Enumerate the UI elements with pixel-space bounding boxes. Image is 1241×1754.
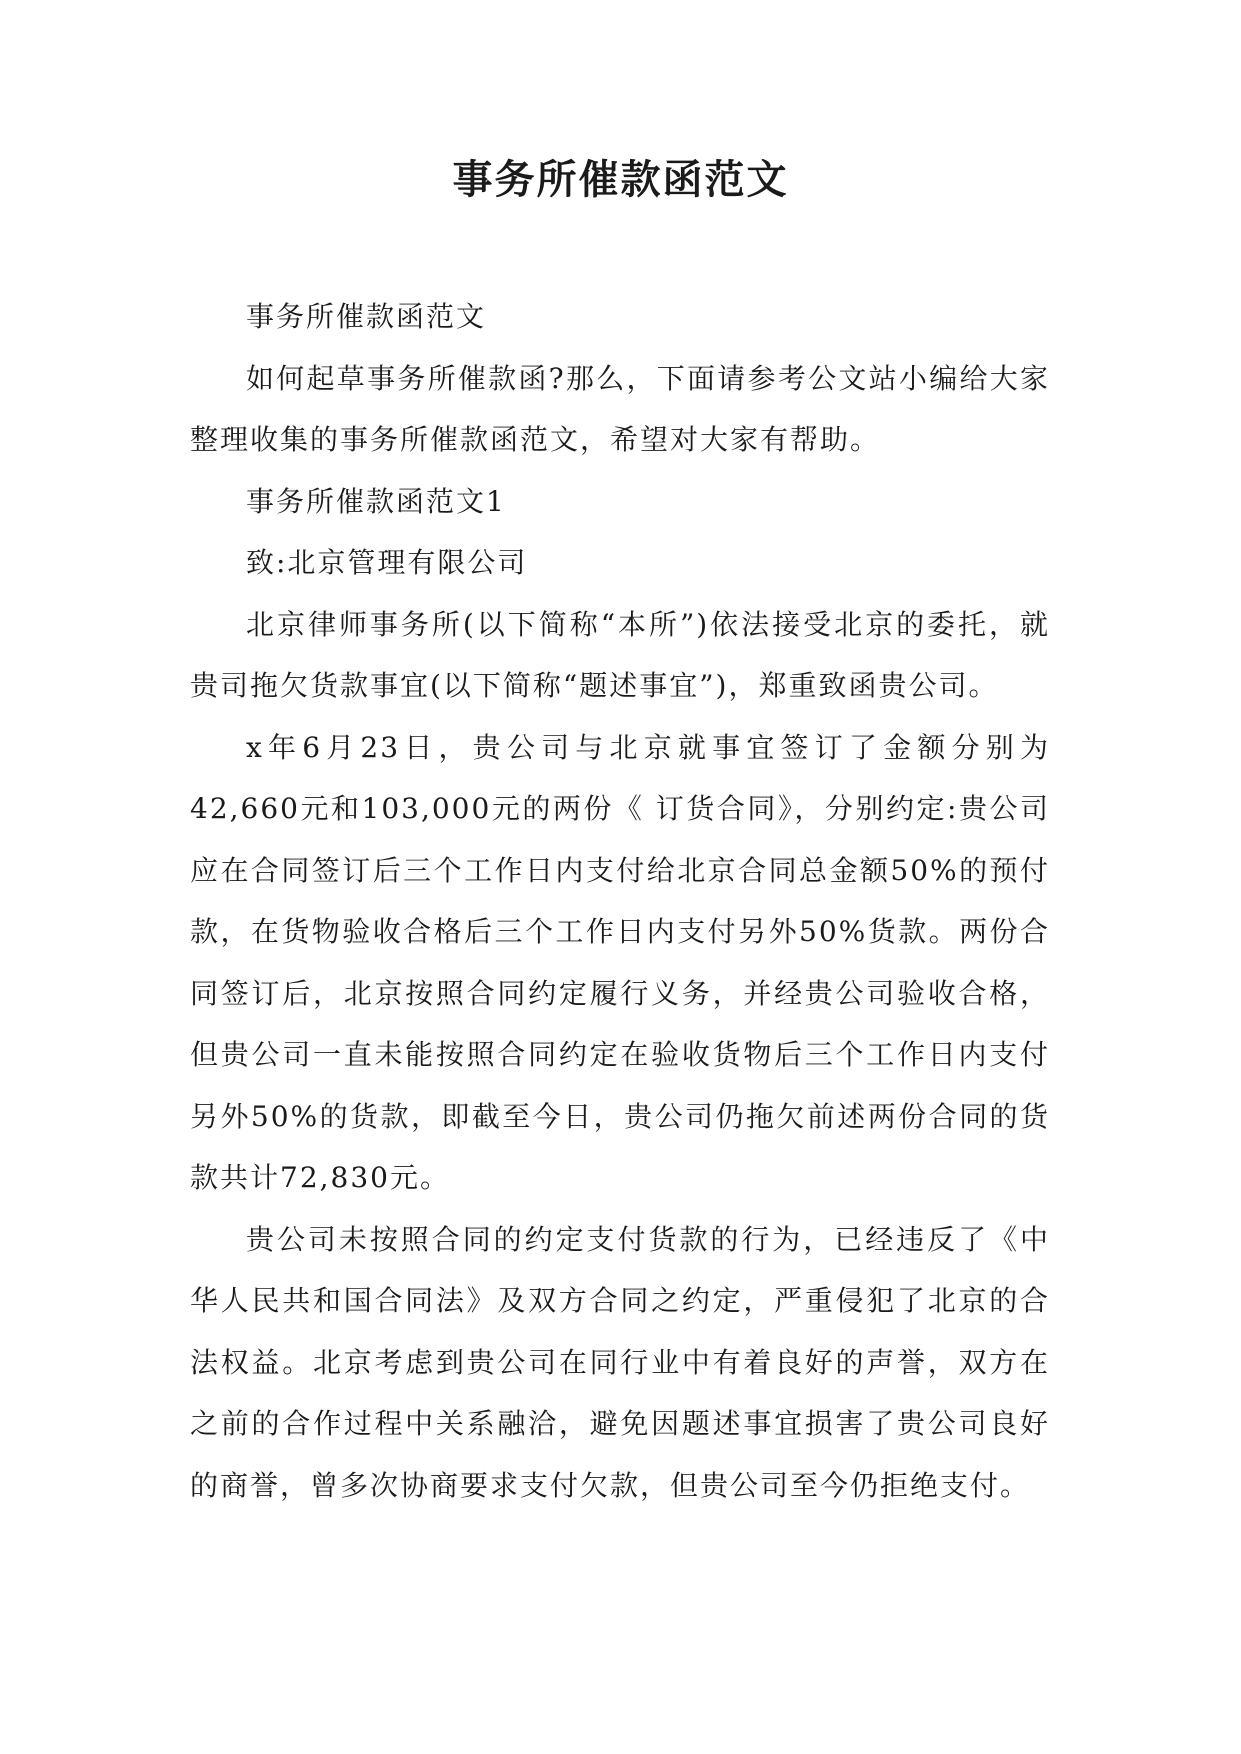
document-body <box>190 286 1050 1516</box>
paragraph-heading: 事务所催款函范文 <box>246 300 487 333</box>
paragraph-facts: x年6月23日，贵公司与北京就事宜签订了金额分别为42,660元和103,000元的两份《 订货合同》，分别约定:贵公司应在合同签订后三个工作日内支付给北京合同总金额50%的预付款，在货物验收合格后三个工作日内支付另外50%货款。两份合同签订后，北京按照合同约定履行义务，并经贵公司验收合格，但贵公司一直未能按照合同约定在验收货物后三个工作日内支付另外50%的货款，即截至今日，贵公司仍拖欠前述两份合同的货款共计72,830元。 <box>190 730 1050 1194</box>
document-title: 事务所催款函范文 <box>452 156 789 203</box>
paragraph-sample-label: 事务所催款函范文1 <box>246 484 506 518</box>
paragraph-addressee: 致:北京管理有限公司 <box>246 546 528 579</box>
paragraph-breach: 贵公司未按照合同的约定支付货款的行为，已经违反了《中华人民共和国合同法》及双方合同之约定，严重侵犯了北京的合法权益。北京考虑到贵公司在同行业中有着良好的声誉，双方在之前的合作过程中关系融洽，避免因题述事宜损害了贵公司良好的商誉，曾多次协商要求支付欠款，但贵公司至今仍拒绝支付。 <box>190 1222 1050 1502</box>
paragraph-opening: 北京律师事务所(以下简称“本所”)依法接受北京的委托，就贵司拖欠货款事宜(以下简称“题述事宜”)，郑重致函贵公司。 <box>190 607 1050 702</box>
paragraph-intro: 如何起草事务所催款函?那么，下面请参考公文站小编给大家整理收集的事务所催款函范文，希望对大家有帮助。 <box>190 361 1050 456</box>
